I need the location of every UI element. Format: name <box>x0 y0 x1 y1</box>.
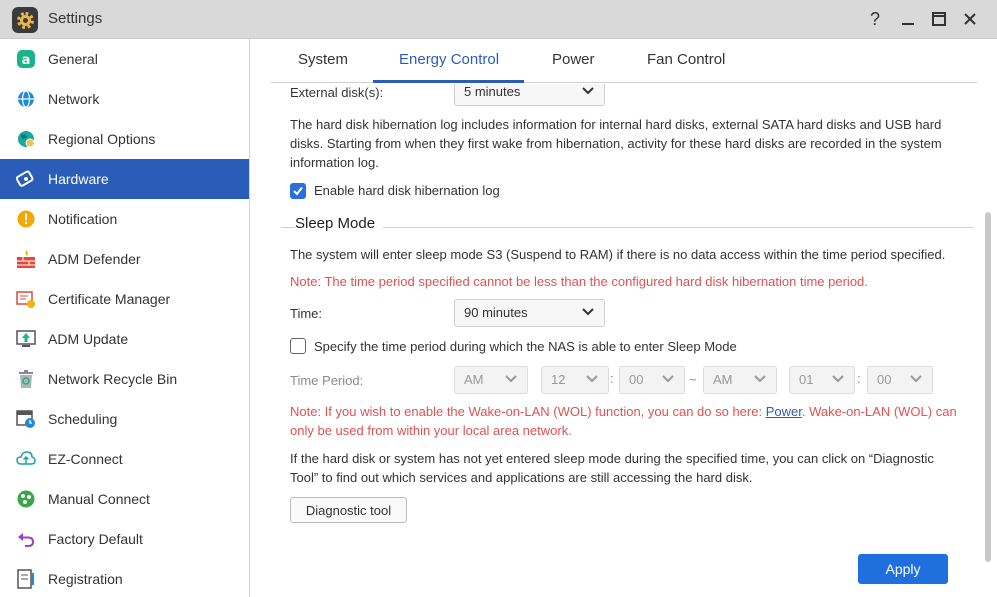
settings-app-icon <box>12 7 38 33</box>
sidebar-item-network-recycle-bin[interactable] <box>0 359 249 399</box>
sidebar-item-label: Registration <box>48 571 123 587</box>
end-ampm-value: AM <box>713 372 733 387</box>
sidebar-item-label: Notification <box>48 211 118 227</box>
chevron-down-icon <box>505 375 517 383</box>
specify-time-period-checkbox[interactable] <box>290 338 306 354</box>
sidebar-item-general[interactable] <box>0 39 249 79</box>
sidebar-item-adm-update[interactable] <box>0 319 249 359</box>
time-period-label: Time Period: <box>290 373 364 388</box>
sidebar-item-manual-connect[interactable] <box>0 479 249 519</box>
time-range-tilde: ~ <box>689 372 697 387</box>
sidebar-item-scheduling[interactable] <box>0 399 249 439</box>
wol-note-text-end: . Wake-on-LAN (WOL) can <box>801 404 957 419</box>
sleep-mode-title: Sleep Mode <box>295 215 383 232</box>
maximize-button[interactable] <box>927 8 951 30</box>
chevron-down-icon <box>582 308 594 316</box>
wol-note-line-2: only be used from within your local area network. <box>290 423 572 438</box>
general-icon <box>15 48 37 70</box>
chevron-down-icon <box>582 87 594 95</box>
start-minute-select[interactable] <box>619 366 685 394</box>
sidebar-item-label: Manual Connect <box>48 491 150 507</box>
hibernation-desc-line-2: disks. Starting from when they first wake from hibernation, activity for these hard disks are recorded in the system <box>290 136 942 151</box>
minimize-icon <box>901 12 915 26</box>
sidebar-item-certificate-manager[interactable] <box>0 279 249 319</box>
sidebar-item-label: Network Recycle Bin <box>48 371 178 387</box>
start-hour-value: 12 <box>551 372 566 387</box>
end-minute-value: 00 <box>877 372 892 387</box>
sidebar-item-hardware[interactable] <box>0 159 249 199</box>
power-link[interactable]: Power <box>765 404 802 419</box>
diagnostic-description <box>290 449 980 487</box>
start-hour-select[interactable] <box>541 366 609 394</box>
firewall-icon <box>15 248 37 270</box>
hibernation-description <box>290 115 980 172</box>
energy-control-content <box>251 84 997 597</box>
sidebar-item-notification[interactable] <box>0 199 249 239</box>
manual-connect-icon <box>15 488 37 510</box>
hardware-icon <box>15 168 37 190</box>
help-button[interactable]: ? <box>869 8 880 29</box>
end-minute-select[interactable] <box>867 366 933 394</box>
enable-hibernation-log-checkbox[interactable] <box>290 183 306 199</box>
update-icon <box>15 328 37 350</box>
hibernation-desc-line-3: information log. <box>290 155 379 170</box>
sidebar-item-label: Factory Default <box>48 531 143 547</box>
chevron-down-icon <box>910 375 922 383</box>
sleep-mode-description: The system will enter sleep mode S3 (Suspend to RAM) if there is no data access within the time period specified. <box>290 247 946 262</box>
sidebar-item-label: Scheduling <box>48 411 118 427</box>
enable-hibernation-log-label: Enable hard disk hibernation log <box>314 183 500 198</box>
chevron-down-icon <box>832 375 844 383</box>
maximize-icon <box>932 12 946 26</box>
time-colon: : <box>857 371 861 386</box>
end-hour-select[interactable] <box>789 366 855 394</box>
registration-icon <box>15 568 37 590</box>
globe-icon <box>15 88 37 110</box>
title-bar <box>0 0 997 39</box>
close-icon <box>963 12 977 26</box>
external-disk-value: 5 minutes <box>464 84 521 99</box>
tab-energy-control[interactable]: Energy Control <box>399 51 500 68</box>
chevron-down-icon <box>586 375 598 383</box>
sidebar-item-label: ADM Update <box>48 331 129 347</box>
sidebar-item-adm-defender[interactable] <box>0 239 249 279</box>
close-button[interactable] <box>958 8 982 30</box>
sidebar-item-label: General <box>48 51 98 67</box>
chevron-down-icon <box>754 375 766 383</box>
section-divider <box>281 227 973 228</box>
sidebar-item-ez-connect[interactable] <box>0 439 249 479</box>
main-panel <box>251 39 997 597</box>
sleep-mode-note: Note: The time period specified cannot be less than the configured hard disk hibernation time period. <box>290 274 868 289</box>
sidebar <box>0 39 250 597</box>
sidebar-item-label: ADM Defender <box>48 251 141 267</box>
vertical-scrollbar[interactable] <box>985 212 991 562</box>
start-ampm-select[interactable] <box>454 366 528 394</box>
recycle-bin-icon <box>15 368 37 390</box>
start-minute-value: 00 <box>629 372 644 387</box>
active-tab-indicator <box>373 80 524 83</box>
sidebar-item-label: Hardware <box>48 171 109 187</box>
end-ampm-select[interactable] <box>703 366 777 394</box>
checkmark-icon <box>291 184 305 198</box>
wol-note-text: Note: If you wish to enable the Wake-on-LAN (WOL) function, you can do so here: <box>290 404 766 419</box>
sleep-time-value: 90 minutes <box>464 305 528 320</box>
hibernation-desc-line-1: The hard disk hibernation log includes information for internal hard disks, external SATA hard disks and USB hard <box>290 117 942 132</box>
window-title: Settings <box>48 10 103 27</box>
undo-icon <box>15 528 37 550</box>
sleep-time-select[interactable] <box>454 299 605 327</box>
regional-globe-icon <box>15 128 37 150</box>
start-ampm-value: AM <box>464 372 484 387</box>
cloud-icon <box>15 448 37 470</box>
sidebar-item-network[interactable] <box>0 79 249 119</box>
time-label: Time: <box>290 306 323 321</box>
wol-note <box>290 402 980 440</box>
tab-system[interactable]: System <box>298 51 349 68</box>
time-colon: : <box>610 371 614 386</box>
sidebar-item-factory-default[interactable] <box>0 519 249 559</box>
calendar-clock-icon <box>15 408 37 430</box>
end-hour-value: 01 <box>799 372 814 387</box>
tab-bar <box>271 39 977 83</box>
external-disk-select[interactable] <box>454 84 605 106</box>
diagnostic-desc-line-1: If the hard disk or system has not yet entered sleep mode during the specified time, you can click on “Diagnostic <box>290 451 934 466</box>
minimize-button[interactable] <box>896 8 920 30</box>
external-disk-label: External disk(s): <box>290 85 384 100</box>
specify-time-period-label: Specify the time period during which the NAS is able to enter Sleep Mode <box>314 339 737 354</box>
chevron-down-icon <box>662 375 674 383</box>
diagnostic-tool-button[interactable]: Diagnostic tool <box>290 497 407 523</box>
sidebar-item-label: EZ-Connect <box>48 451 123 467</box>
sidebar-item-registration[interactable] <box>0 559 249 597</box>
sidebar-item-label: Regional Options <box>48 131 156 147</box>
sidebar-item-label: Certificate Manager <box>48 291 171 307</box>
tab-fan-control[interactable]: Fan Control <box>647 51 726 68</box>
svg-text:a: a <box>21 53 31 68</box>
sidebar-item-regional-options[interactable] <box>0 119 249 159</box>
notification-icon <box>15 208 37 230</box>
diagnostic-desc-line-2: Tool” to find out which services and applications are still accessing the hard disk. <box>290 470 753 485</box>
tab-power[interactable]: Power <box>552 51 595 68</box>
certificate-icon <box>15 288 37 310</box>
apply-button[interactable]: Apply <box>858 554 948 584</box>
sidebar-item-label: Network <box>48 91 100 107</box>
